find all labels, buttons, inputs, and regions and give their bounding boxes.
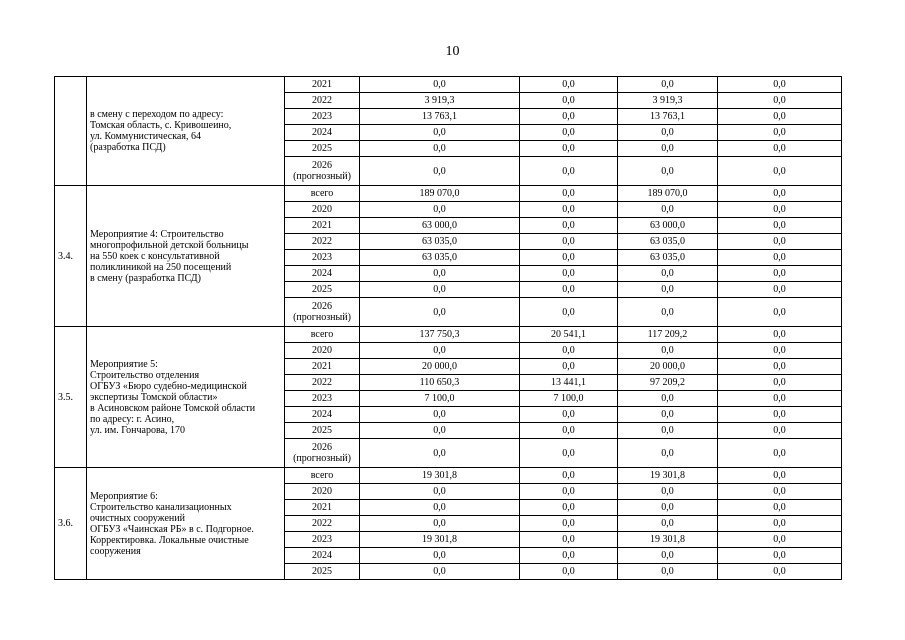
year-cell: 2020 — [285, 343, 360, 359]
description-line: Томская область, с. Кривошеино, — [90, 120, 232, 131]
description-line: Мероприятие 6: — [90, 490, 158, 502]
total-cell: 13 763,1 — [360, 109, 520, 125]
year-cell: всего — [285, 327, 360, 343]
total-cell: 0,0 — [360, 157, 520, 186]
total-cell: 0,0 — [360, 125, 520, 141]
description-line: ул. Коммунистическая, 64 — [90, 131, 201, 142]
total-cell: 189 070,0 — [360, 186, 520, 202]
federal-cell: 0,0 — [520, 423, 618, 439]
year-cell: 2024 — [285, 266, 360, 282]
total-cell: 0,0 — [360, 343, 520, 359]
other-cell: 0,0 — [718, 157, 842, 186]
activity-number: 3.4. — [55, 186, 87, 327]
description-line: Строительство канализационных — [90, 501, 232, 513]
description-line: многопрофильной детской больницы — [90, 239, 249, 251]
regional-cell: 19 301,8 — [618, 468, 718, 484]
year-cell: 2023 — [285, 532, 360, 548]
federal-cell: 0,0 — [520, 298, 618, 327]
description-line: Строительство отделения — [90, 369, 200, 381]
activity-description — [87, 186, 285, 327]
description-line: Мероприятие 5: — [90, 358, 158, 370]
total-cell: 0,0 — [360, 407, 520, 423]
regional-cell: 97 209,2 — [618, 375, 718, 391]
total-cell: 0,0 — [360, 266, 520, 282]
year-cell: 2026 (прогнозный) — [285, 439, 360, 468]
other-cell: 0,0 — [718, 125, 842, 141]
other-cell: 0,0 — [718, 564, 842, 580]
description-line: (разработка ПСД) — [90, 142, 166, 153]
activity-description — [87, 77, 285, 186]
description-line: Мероприятие 4: Строительство — [90, 228, 224, 240]
federal-cell: 0,0 — [520, 564, 618, 580]
federal-cell: 0,0 — [520, 407, 618, 423]
total-cell: 19 301,8 — [360, 468, 520, 484]
regional-cell: 20 000,0 — [618, 359, 718, 375]
year-cell: 2021 — [285, 77, 360, 93]
total-cell: 0,0 — [360, 202, 520, 218]
activity-description — [87, 468, 285, 580]
year-cell: 2020 — [285, 202, 360, 218]
year-cell: 2022 — [285, 93, 360, 109]
regional-cell: 0,0 — [618, 282, 718, 298]
federal-cell: 0,0 — [520, 500, 618, 516]
year-cell: 2022 — [285, 516, 360, 532]
federal-cell: 0,0 — [520, 548, 618, 564]
regional-cell: 0,0 — [618, 157, 718, 186]
federal-cell: 0,0 — [520, 468, 618, 484]
federal-cell: 0,0 — [520, 141, 618, 157]
other-cell: 0,0 — [718, 250, 842, 266]
page-number: 10 — [445, 44, 460, 59]
total-cell: 0,0 — [360, 500, 520, 516]
federal-cell: 20 541,1 — [520, 327, 618, 343]
regional-cell: 0,0 — [618, 266, 718, 282]
total-cell: 0,0 — [360, 298, 520, 327]
other-cell: 0,0 — [718, 516, 842, 532]
other-cell: 0,0 — [718, 359, 842, 375]
regional-cell: 63 035,0 — [618, 250, 718, 266]
federal-cell: 0,0 — [520, 202, 618, 218]
activity-number: 3.6. — [55, 468, 87, 580]
federal-cell: 0,0 — [520, 484, 618, 500]
other-cell: 0,0 — [718, 202, 842, 218]
other-cell: 0,0 — [718, 548, 842, 564]
total-cell: 0,0 — [360, 77, 520, 93]
other-cell: 0,0 — [718, 77, 842, 93]
year-cell: 2024 — [285, 125, 360, 141]
total-cell: 0,0 — [360, 439, 520, 468]
year-cell: 2020 — [285, 484, 360, 500]
year-cell: 2022 — [285, 234, 360, 250]
year-cell: всего — [285, 468, 360, 484]
table-row — [55, 77, 842, 93]
regional-cell: 0,0 — [618, 500, 718, 516]
year-cell: 2026 (прогнозный) — [285, 298, 360, 327]
year-cell: 2025 — [285, 282, 360, 298]
other-cell: 0,0 — [718, 141, 842, 157]
description-line: в смену (разработка ПСД) — [90, 272, 201, 284]
description-line: Корректировка. Локальные очистные — [90, 534, 249, 546]
regional-cell: 63 000,0 — [618, 218, 718, 234]
year-cell: 2022 — [285, 375, 360, 391]
regional-cell: 0,0 — [618, 564, 718, 580]
federal-cell: 0,0 — [520, 234, 618, 250]
activity-number — [55, 77, 87, 186]
federal-cell: 0,0 — [520, 157, 618, 186]
table-row — [55, 186, 842, 202]
federal-cell: 0,0 — [520, 439, 618, 468]
federal-cell: 0,0 — [520, 532, 618, 548]
other-cell: 0,0 — [718, 423, 842, 439]
other-cell: 0,0 — [718, 532, 842, 548]
total-cell: 19 301,8 — [360, 532, 520, 548]
other-cell: 0,0 — [718, 109, 842, 125]
description-line: очистных сооружений — [90, 512, 185, 524]
federal-cell: 0,0 — [520, 218, 618, 234]
regional-cell: 0,0 — [618, 407, 718, 423]
regional-cell: 0,0 — [618, 343, 718, 359]
federal-cell: 0,0 — [520, 93, 618, 109]
year-cell: 2025 — [285, 423, 360, 439]
activity-description — [87, 327, 285, 468]
total-cell: 0,0 — [360, 282, 520, 298]
other-cell: 0,0 — [718, 218, 842, 234]
year-cell: 2023 — [285, 250, 360, 266]
federal-cell: 0,0 — [520, 516, 618, 532]
regional-cell: 0,0 — [618, 77, 718, 93]
other-cell: 0,0 — [718, 234, 842, 250]
budget-table — [54, 76, 842, 580]
other-cell: 0,0 — [718, 186, 842, 202]
other-cell: 0,0 — [718, 343, 842, 359]
description-line: на 550 коек с консультативной — [90, 250, 220, 262]
other-cell: 0,0 — [718, 391, 842, 407]
regional-cell: 0,0 — [618, 391, 718, 407]
table-row — [55, 327, 842, 343]
regional-cell: 117 209,2 — [618, 327, 718, 343]
federal-cell: 0,0 — [520, 266, 618, 282]
year-cell: 2021 — [285, 218, 360, 234]
description-line: ул. им. Гончарова, 170 — [90, 424, 185, 436]
year-cell: 2024 — [285, 548, 360, 564]
other-cell: 0,0 — [718, 282, 842, 298]
federal-cell: 13 441,1 — [520, 375, 618, 391]
year-cell: 2026 (прогнозный) — [285, 157, 360, 186]
description-line: экспертизы Томской области» — [90, 391, 218, 403]
year-cell: 2021 — [285, 500, 360, 516]
total-cell: 0,0 — [360, 484, 520, 500]
federal-cell: 0,0 — [520, 109, 618, 125]
regional-cell: 0,0 — [618, 125, 718, 141]
other-cell: 0,0 — [718, 484, 842, 500]
year-cell: 2025 — [285, 564, 360, 580]
other-cell: 0,0 — [718, 266, 842, 282]
other-cell: 0,0 — [718, 375, 842, 391]
regional-cell: 0,0 — [618, 298, 718, 327]
regional-cell: 13 763,1 — [618, 109, 718, 125]
description-line: в смену с переходом по адресу: — [90, 109, 224, 120]
activity-number: 3.5. — [55, 327, 87, 468]
description-line: поликлиникой на 250 посещений — [90, 261, 232, 273]
federal-cell: 0,0 — [520, 343, 618, 359]
regional-cell: 0,0 — [618, 439, 718, 468]
year-cell: 2021 — [285, 359, 360, 375]
total-cell: 0,0 — [360, 516, 520, 532]
regional-cell: 0,0 — [618, 548, 718, 564]
total-cell: 7 100,0 — [360, 391, 520, 407]
description-line: по адресу: г. Асино, — [90, 413, 175, 425]
total-cell: 0,0 — [360, 423, 520, 439]
year-cell: 2023 — [285, 109, 360, 125]
total-cell: 63 035,0 — [360, 250, 520, 266]
total-cell: 63 000,0 — [360, 218, 520, 234]
regional-cell: 19 301,8 — [618, 532, 718, 548]
total-cell: 3 919,3 — [360, 93, 520, 109]
total-cell: 0,0 — [360, 141, 520, 157]
description-line: сооружения — [90, 545, 141, 557]
regional-cell: 0,0 — [618, 516, 718, 532]
regional-cell: 63 035,0 — [618, 234, 718, 250]
description-line: в Асиновском районе Томской области — [90, 402, 256, 414]
total-cell: 137 750,3 — [360, 327, 520, 343]
year-cell: всего — [285, 186, 360, 202]
other-cell: 0,0 — [718, 93, 842, 109]
other-cell: 0,0 — [718, 327, 842, 343]
federal-cell: 0,0 — [520, 186, 618, 202]
regional-cell: 3 919,3 — [618, 93, 718, 109]
other-cell: 0,0 — [718, 407, 842, 423]
year-cell: 2025 — [285, 141, 360, 157]
other-cell: 0,0 — [718, 468, 842, 484]
regional-cell: 0,0 — [618, 484, 718, 500]
other-cell: 0,0 — [718, 439, 842, 468]
total-cell: 63 035,0 — [360, 234, 520, 250]
federal-cell: 0,0 — [520, 359, 618, 375]
federal-cell: 0,0 — [520, 125, 618, 141]
federal-cell: 0,0 — [520, 250, 618, 266]
table-row — [55, 468, 842, 484]
total-cell: 0,0 — [360, 548, 520, 564]
total-cell: 110 650,3 — [360, 375, 520, 391]
federal-cell: 0,0 — [520, 282, 618, 298]
regional-cell: 0,0 — [618, 423, 718, 439]
other-cell: 0,0 — [718, 500, 842, 516]
federal-cell: 0,0 — [520, 77, 618, 93]
description-line: ОГБУЗ «Бюро судебно-медицинской — [90, 380, 247, 392]
regional-cell: 189 070,0 — [618, 186, 718, 202]
other-cell: 0,0 — [718, 298, 842, 327]
description-line: ОГБУЗ «Чаинская РБ» в с. Подгорное. — [90, 523, 254, 535]
total-cell: 0,0 — [360, 564, 520, 580]
year-cell: 2024 — [285, 407, 360, 423]
year-cell: 2023 — [285, 391, 360, 407]
total-cell: 20 000,0 — [360, 359, 520, 375]
regional-cell: 0,0 — [618, 202, 718, 218]
federal-cell: 7 100,0 — [520, 391, 618, 407]
regional-cell: 0,0 — [618, 141, 718, 157]
